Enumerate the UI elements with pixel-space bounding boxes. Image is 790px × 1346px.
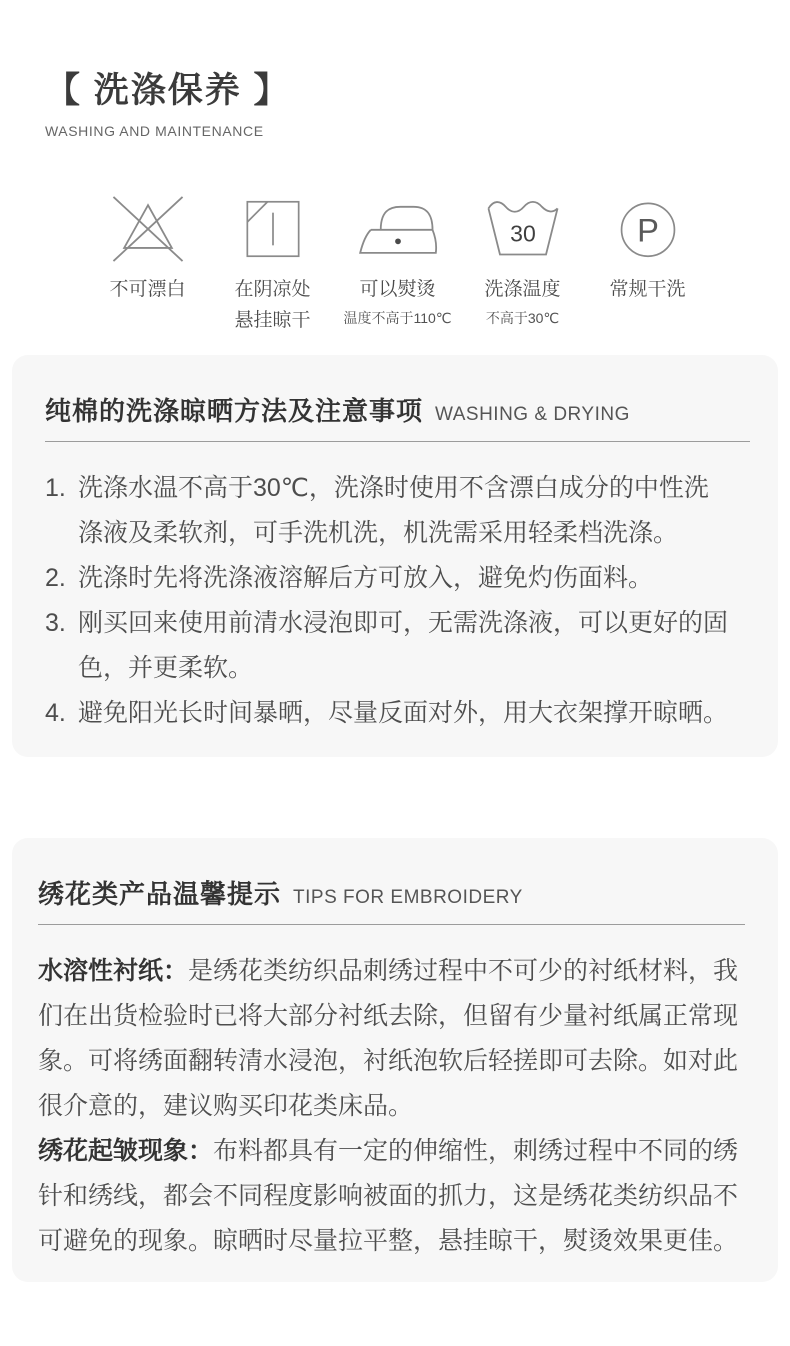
embroidery-section-heading [38, 874, 745, 911]
iron-icon [350, 186, 446, 266]
care-icon-col-shade-dry [210, 186, 335, 335]
icon-sublabel: 不高于30℃ [485, 309, 560, 326]
care-icon-col-wash-temp [460, 186, 585, 335]
care-step-item [45, 556, 750, 601]
step-number: 3. [45, 609, 66, 637]
care-step-item [45, 466, 750, 556]
tip-paragraph [38, 1129, 743, 1264]
wash-temperature-icon [480, 186, 566, 266]
section-heading-en: TIPS FOR EMBROIDERY [293, 887, 523, 908]
care-icon-col-no-bleach [85, 186, 210, 335]
icon-label: 不可漂白 [109, 279, 186, 300]
tip-paragraph [38, 949, 743, 1129]
care-icon-col-dry-clean [585, 186, 710, 335]
embroidery-tips-section [12, 838, 778, 1282]
section-heading-zh: 纯棉的洗涤晾晒方法及注意事项 [45, 396, 424, 426]
section-heading-en: WASHING & DRYING [435, 404, 630, 425]
no-bleach-icon [106, 186, 190, 266]
page-subtitle: WASHING AND MAINTENANCE [45, 122, 264, 139]
tip-text: 布料都具有一定的伸缩性，刺绣过程中不同的绣针和绣线，都会不同程度影响被面的抓力，这是绣花类纺织品不可避免的现象。晾晒时尽量拉平整，悬挂晾干，熨烫效果更佳。 [38, 1137, 739, 1255]
washing-steps-list [45, 466, 750, 736]
icon-sublabel: 温度不高于110℃ [343, 309, 452, 326]
washing-care-section [12, 355, 778, 757]
tip-text: 是绣花类纺织品刺绣过程中不可少的衬纸材料，我们在出货检验时已将大部分衬纸去除，但留有少量衬纸属正常现象。可将绣面翻转清水浸泡，衬纸泡软后轻搓即可去除。如对此很介意的，建议购买印花类床品。 [38, 957, 739, 1120]
dry-clean-icon [613, 186, 683, 266]
heading-divider [38, 924, 745, 925]
care-icons-row [85, 186, 710, 335]
section-heading-zh: 绣花类产品温馨提示 [38, 879, 282, 909]
care-step-item [45, 601, 750, 691]
step-text: 洗涤时先将洗涤液溶解后方可放入，避免灼伤面料。 [78, 564, 654, 592]
embroidery-tips-list [38, 949, 745, 1264]
step-number: 4. [45, 699, 66, 727]
dry-clean-letter: P [636, 211, 659, 249]
tip-lead: 绣花起皱现象： [38, 1137, 214, 1165]
icon-label: 洗涤温度 [484, 279, 561, 300]
icon-label: 常规干洗 [609, 279, 686, 300]
icon-label: 在阴凉处 [234, 279, 311, 300]
step-number: 2. [45, 564, 66, 592]
step-text: 刚买回来使用前清水浸泡即可，无需洗涤液，可以更好的固色，并更柔软。 [78, 609, 729, 682]
page-header [45, 68, 290, 139]
shade-dry-icon [238, 186, 308, 266]
step-number: 1. [45, 474, 66, 502]
care-icon-col-iron [335, 186, 460, 335]
heading-divider [45, 441, 750, 442]
wash-temperature-value: 30 [509, 220, 536, 247]
icon-label-line2: 悬挂晾干 [234, 309, 311, 331]
tip-lead: 水溶性衬纸： [38, 957, 189, 985]
icon-label: 可以熨烫 [359, 279, 436, 300]
page-title: 【 洗涤保养 】 [45, 71, 291, 110]
step-text: 避免阳光长时间暴晒，尽量反面对外，用大衣架撑开晾晒。 [78, 699, 729, 727]
care-step-item [45, 691, 750, 736]
step-text: 洗涤水温不高于30℃，洗涤时使用不含漂白成分的中性洗涤液及柔软剂，可手洗机洗，机洗需采用轻柔档洗涤。 [78, 474, 709, 547]
washing-section-heading [45, 391, 750, 428]
